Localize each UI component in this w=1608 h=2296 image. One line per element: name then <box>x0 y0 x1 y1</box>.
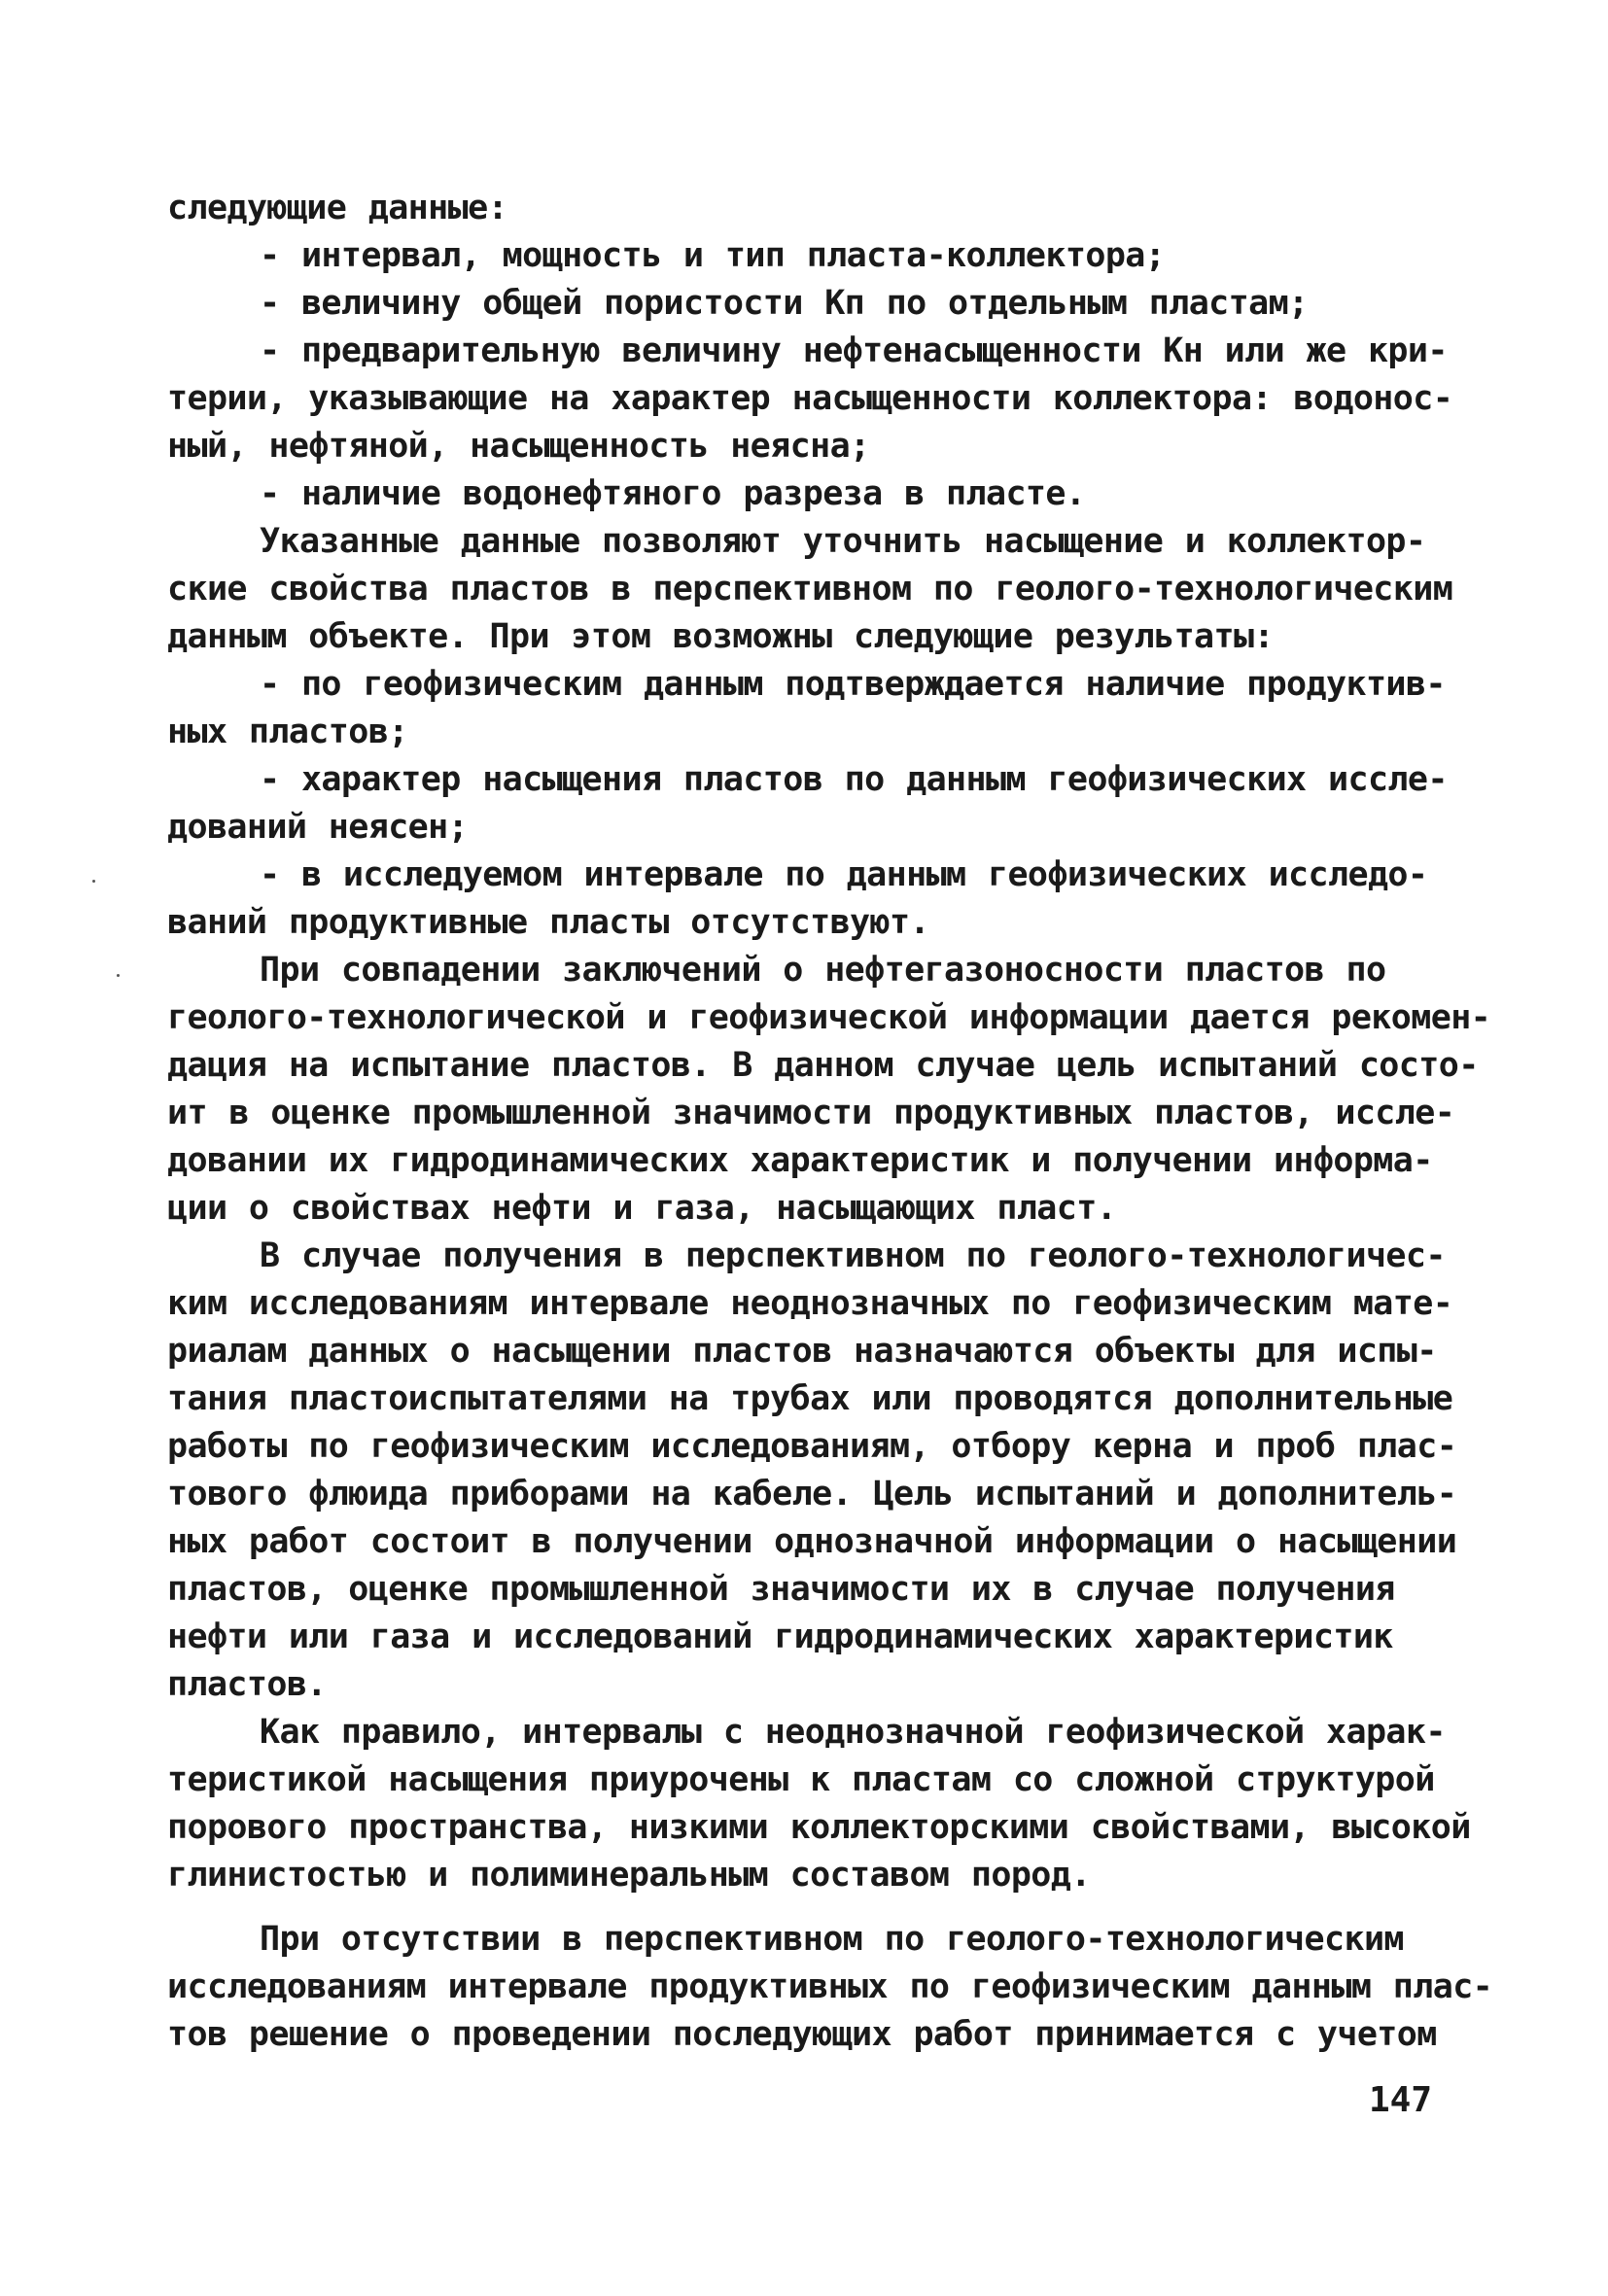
page-number: 147 <box>1369 2080 1433 2120</box>
text-line: ские свойства пластов в перспективном по геолого-технологическим <box>167 570 1453 609</box>
text-line: ный, нефтяной, насыщенность неясна; <box>167 427 870 466</box>
list-item: - в исследуемом интервале по данным геофизических исследо- <box>260 855 1428 894</box>
text-line: терии, указывающие на характер насыщенности коллектора: водонос- <box>167 379 1453 418</box>
text-line: тов решение о проведении последующих работ принимается с учетом <box>167 2015 1437 2054</box>
text-line: геолого-технологической и геофизической информации дается рекомен- <box>167 998 1491 1037</box>
text-line: порового пространства, низкими коллекторскими свойствами, высокой <box>167 1808 1471 1847</box>
list-item: - по геофизическим данным подтверждается наличие продуктив- <box>260 665 1446 704</box>
text-line: ким исследованиям интервале неоднозначных по геофизическим мате- <box>167 1284 1453 1323</box>
text-line: исследованиям интервале продуктивных по геофизическим данным плас- <box>167 1967 1493 2006</box>
text-line: ваний продуктивные пласты отсутствуют. <box>167 903 929 942</box>
list-item: - интервал, мощность и тип пласта-коллектора; <box>260 236 1166 275</box>
paragraph-start: При совпадении заключений о нефтегазоносности пластов по <box>260 951 1386 990</box>
text-line: глинистостью и полиминеральным составом пород. <box>167 1856 1091 1895</box>
body-text <box>167 185 1493 2059</box>
list-item: - предварительную величину нефтенасыщенности Кн или же кри- <box>260 331 1448 370</box>
text-line: дация на испытание пластов. В данном случае цель испытаний состо- <box>167 1046 1479 1085</box>
list-item: - характер насыщения пластов по данным геофизических иссле- <box>260 760 1448 799</box>
text-line: следующие данные: <box>167 189 508 227</box>
paragraph-start: В случае получения в перспективном по геолого-технологичес- <box>260 1236 1446 1275</box>
paragraph-start: Как правило, интервалы с неоднозначной геофизической харак- <box>260 1713 1446 1752</box>
text-line: дований неясен; <box>167 808 469 847</box>
list-item: - величину общей пористости Кп по отдельным пластам; <box>260 284 1309 323</box>
text-line: ции о свойствах нефти и газа, насыщающих пласт. <box>167 1189 1117 1228</box>
text-line: тового флюида приборами на кабеле. Цель испытаний и дополнитель- <box>167 1475 1457 1513</box>
text-line: довании их гидродинамических характеристик и получении информа- <box>167 1141 1433 1180</box>
text-line: тания пластоиспытателями на трубах или проводятся дополнительные <box>167 1379 1453 1418</box>
scan-speck <box>117 974 120 977</box>
scan-speck <box>92 880 95 883</box>
text-line: ит в оценке промышленной значимости продуктивных пластов, иссле- <box>167 1094 1455 1132</box>
list-item: - наличие водонефтяного разреза в пласте. <box>260 474 1086 513</box>
text-line: риалам данных о насыщении пластов назначаются объекты для испы- <box>167 1332 1437 1371</box>
text-line: нефти или газа и исследований гидродинамических характеристик <box>167 1618 1393 1656</box>
text-line: теристикой насыщения приурочены к пластам со сложной структурой <box>167 1760 1435 1799</box>
paragraph-start: При отсутствии в перспективном по геолого-технологическим <box>260 1920 1404 1959</box>
paragraph-start: Указанные данные позволяют уточнить насыщение и коллектор- <box>260 522 1426 561</box>
text-line: пластов. <box>167 1665 327 1704</box>
text-line: ных работ состоит в получении однозначной информации о насыщении <box>167 1522 1457 1561</box>
text-line: пластов, оценке промышленной значимости их в случае получения <box>167 1570 1395 1609</box>
text-line: данным объекте. При этом возможны следующие результаты: <box>167 617 1274 656</box>
text-line: ных пластов; <box>167 713 408 751</box>
text-line: работы по геофизическим исследованиям, отбору керна и проб плас- <box>167 1427 1457 1466</box>
